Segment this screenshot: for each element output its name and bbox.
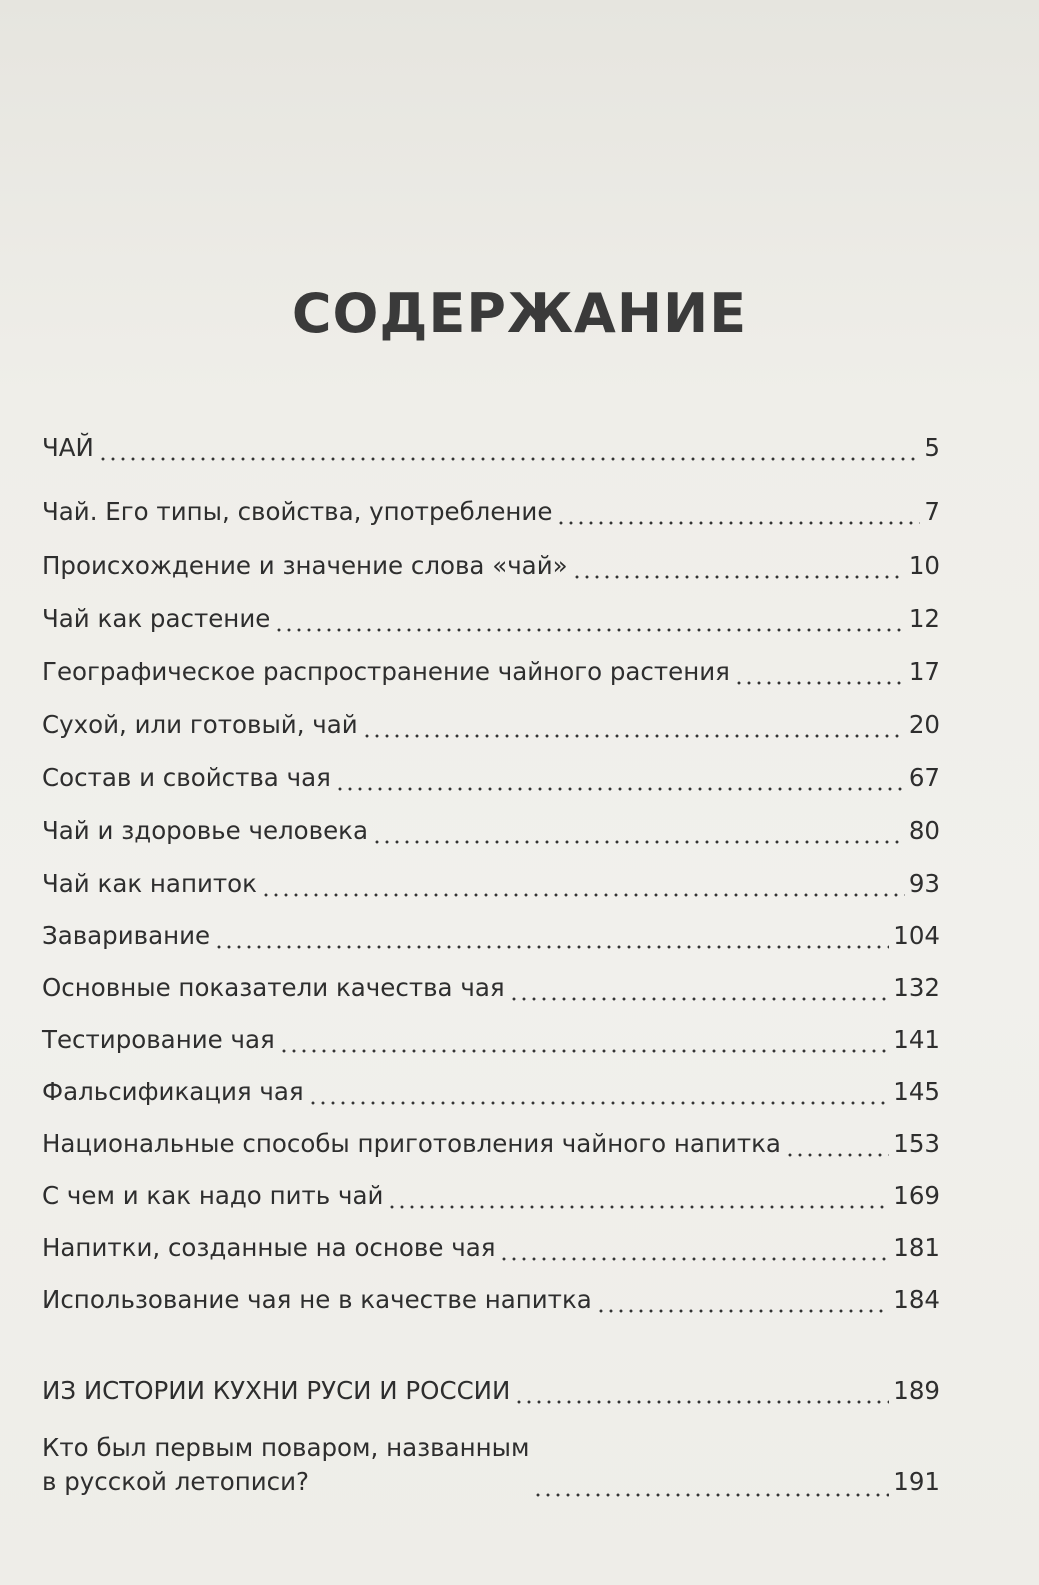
toc-entry-page: 145 [893, 1077, 940, 1106]
toc-entry-title: ИЗ ИСТОРИИ КУХНИ РУСИ И РОССИИ [42, 1376, 511, 1405]
toc-entry-page: 169 [893, 1181, 940, 1210]
toc-entry-title: Использование чая не в качестве напитка [42, 1285, 592, 1314]
toc-section-tea[interactable] [42, 433, 940, 463]
toc-entry[interactable] [42, 710, 940, 740]
toc-entry-title: Фальсификация чая [42, 1077, 304, 1106]
toc-entry[interactable] [42, 604, 940, 634]
dot-leader [335, 763, 905, 793]
toc-entry-page: 132 [893, 973, 940, 1002]
toc-entry[interactable] [42, 1285, 940, 1315]
toc-entry-title: Чай как напиток [42, 869, 257, 898]
toc-entry-page: 189 [893, 1376, 940, 1405]
dot-leader [596, 1285, 889, 1315]
toc-entry-page: 17 [908, 657, 940, 686]
toc-entry-page: 181 [893, 1233, 940, 1262]
dot-leader [279, 1025, 890, 1055]
toc-entry-title-line: Кто был первым поваром, названным [42, 1433, 530, 1462]
toc-entry-title: Чай как растение [42, 604, 271, 633]
toc-entry-title: Заваривание [42, 921, 211, 950]
dot-leader [734, 657, 905, 687]
toc-entry[interactable] [42, 1129, 940, 1159]
toc-entry[interactable] [42, 816, 940, 846]
toc-entry[interactable] [42, 921, 940, 951]
toc-entry[interactable] [42, 869, 940, 899]
dot-leader [372, 816, 905, 846]
toc-entry[interactable] [42, 1431, 940, 1499]
toc-entry-title: Национальные способы приготовления чайного напитка [42, 1129, 781, 1158]
toc-entry[interactable] [42, 1025, 940, 1055]
toc-entry-page: 12 [908, 604, 940, 633]
toc-entry-page: 141 [893, 1025, 940, 1054]
dot-leader [362, 710, 905, 740]
toc-entry-title [42, 1431, 529, 1499]
dot-leader [214, 921, 889, 951]
toc-entry[interactable] [42, 1233, 940, 1263]
dot-leader [533, 1469, 889, 1499]
dot-leader [556, 497, 920, 527]
dot-leader [514, 1376, 889, 1406]
toc-entry-title: ЧАЙ [42, 433, 94, 462]
dot-leader [98, 433, 921, 463]
toc-entry[interactable] [42, 973, 940, 1003]
toc-entry[interactable] [42, 763, 940, 793]
toc-entry-title: Чай. Его типы, свойства, употребление [42, 497, 553, 526]
toc-entry-title: Основные показатели качества чая [42, 973, 505, 1002]
toc-entry-title: С чем и как надо пить чай [42, 1181, 384, 1210]
toc-entry-page: 5 [924, 433, 940, 462]
dot-leader [274, 604, 905, 634]
toc-entry-page: 104 [893, 921, 940, 950]
toc-entry-title: Чай и здоровье человека [42, 816, 368, 845]
toc-entry-title: Напитки, созданные на основе чая [42, 1233, 496, 1262]
dot-leader [261, 869, 905, 899]
toc-entry-page: 80 [908, 816, 940, 845]
toc-entry-title: Состав и свойства чая [42, 763, 331, 792]
toc-entry-page: 184 [893, 1285, 940, 1314]
toc-entry[interactable] [42, 1077, 940, 1107]
toc-entry-page: 191 [893, 1467, 940, 1496]
toc-entry-title: Географическое распространение чайного растения [42, 657, 730, 686]
toc-entry[interactable] [42, 497, 940, 527]
toc-section-russian-cuisine[interactable] [42, 1376, 940, 1406]
toc-entry-page: 153 [893, 1129, 940, 1158]
toc-entry-page: 7 [924, 497, 940, 526]
toc-entry[interactable] [42, 657, 940, 687]
toc-entry[interactable] [42, 551, 940, 581]
dot-leader [785, 1129, 889, 1159]
dot-leader [308, 1077, 890, 1107]
toc-entry-page: 20 [908, 710, 940, 739]
dot-leader [499, 1233, 889, 1263]
toc-entry-title: Тестирование чая [42, 1025, 275, 1054]
toc-entry-page: 67 [908, 763, 940, 792]
toc-entry-page: 93 [908, 869, 940, 898]
dot-leader [572, 551, 905, 581]
toc-entry-title: Сухой, или готовый, чай [42, 710, 358, 739]
toc-entry-page: 10 [908, 551, 940, 580]
toc-entry-title-line: в русской летописи? [42, 1467, 310, 1496]
page-title: СОДЕРЖАНИЕ [291, 282, 748, 345]
toc-entry-title: Происхождение и значение слова «чай» [42, 551, 568, 580]
dot-leader [387, 1181, 889, 1211]
toc-entry[interactable] [42, 1181, 940, 1211]
dot-leader [509, 973, 890, 1003]
